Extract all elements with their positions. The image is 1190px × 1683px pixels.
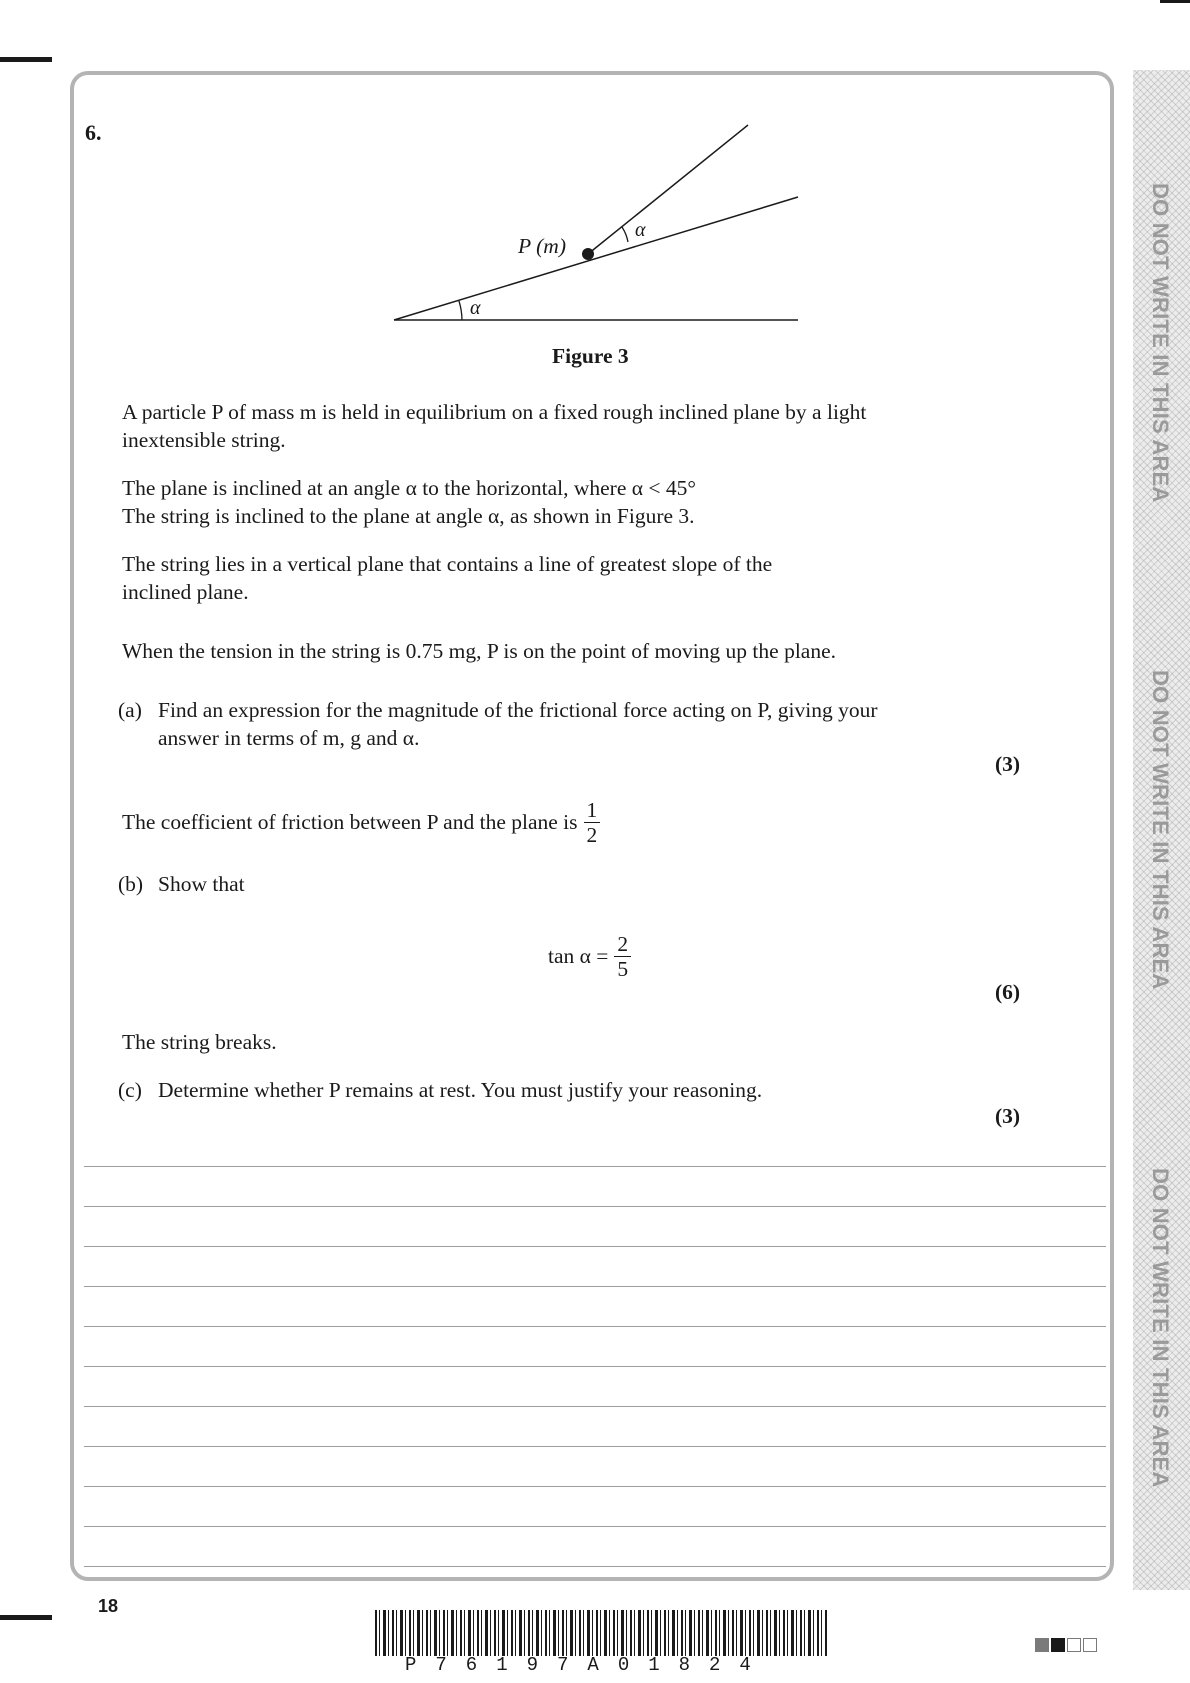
angle-label-base: α [470, 297, 481, 319]
particle-name: P [518, 234, 531, 258]
paragraph-3-line-2: inclined plane. [122, 580, 249, 604]
progress-square [1083, 1638, 1097, 1652]
margin-warning-middle: DO NOT WRITE IN THIS AREA [1148, 670, 1173, 990]
margin-warning-top: DO NOT WRITE IN THIS AREA [1148, 183, 1173, 503]
progress-square [1035, 1638, 1049, 1652]
tan-equation [548, 928, 631, 984]
part-b-text: Show that [158, 872, 245, 896]
coefficient-denominator: 2 [586, 822, 598, 847]
particle-label: P (m) [518, 234, 566, 258]
barcode-text: P76197A01824 [405, 1654, 770, 1676]
paragraph-1-line-2: inextensible string. [122, 428, 286, 452]
angle-arc-string [622, 227, 628, 242]
top-left-edge-mark [0, 57, 52, 62]
particle-mass: m [543, 234, 559, 258]
particle-dot [582, 248, 594, 260]
equation-denominator: 5 [617, 956, 629, 981]
coefficient-numerator: 1 [584, 798, 601, 823]
equation-numerator: 2 [614, 932, 631, 957]
part-b-label: (b) [118, 872, 144, 896]
margin-warning-bottom: DO NOT WRITE IN THIS AREA [1148, 1168, 1173, 1488]
answer-line[interactable] [84, 1366, 1106, 1367]
answer-line[interactable] [84, 1326, 1106, 1327]
part-b-marks: (6) [995, 980, 1021, 1004]
page-progress-squares [1035, 1638, 1097, 1652]
answer-line[interactable] [84, 1486, 1106, 1487]
answer-line[interactable] [84, 1526, 1106, 1527]
paragraph-3-line-1: The string lies in a vertical plane that contains a line of greatest slope of the [122, 552, 773, 576]
page-number: 18 [98, 1596, 119, 1616]
paragraph-4: When the tension in the string is 0.75 mg, P is on the point of moving up the plane. [122, 639, 837, 663]
part-c-marks: (3) [995, 1104, 1021, 1128]
top-right-edge-mark [1160, 0, 1190, 3]
answer-line[interactable] [84, 1166, 1106, 1167]
part-a-label: (a) [118, 698, 142, 722]
angle-label-string: α [635, 219, 646, 241]
string-line [588, 125, 748, 254]
barcode [375, 1610, 827, 1656]
equation-fraction [614, 932, 631, 981]
paragraph-2-line-2: The string is inclined to the plane at angle α, as shown in Figure 3. [122, 504, 695, 528]
coefficient-line [122, 794, 600, 850]
part-a-marks: (3) [995, 752, 1021, 776]
angle-arc-base [459, 301, 462, 320]
coefficient-text: The coefficient of friction between P and the plane is [122, 810, 578, 834]
inclined-plane-line [394, 197, 798, 320]
question-number: 6. [85, 120, 102, 145]
part-a-line-1: Find an expression for the magnitude of the frictional force acting on P, giving your [158, 698, 878, 722]
answer-line[interactable] [84, 1286, 1106, 1287]
answer-line[interactable] [84, 1566, 1106, 1567]
answer-line[interactable] [84, 1406, 1106, 1407]
bottom-left-edge-mark [0, 1615, 52, 1620]
part-c-text: Determine whether P remains at rest. You must justify your reasoning. [158, 1078, 763, 1102]
answer-line[interactable] [84, 1206, 1106, 1207]
part-c-label: (c) [118, 1078, 142, 1102]
equation-lhs: tan α = [548, 944, 609, 968]
progress-square [1051, 1638, 1065, 1652]
progress-square [1067, 1638, 1081, 1652]
paragraph-1-line-1: A particle P of mass m is held in equilibrium on a fixed rough inclined plane by a light [122, 400, 867, 424]
part-a-line-2: answer in terms of m, g and α. [158, 726, 420, 750]
paragraph-2-line-1: The plane is inclined at an angle α to the horizontal, where α < 45° [122, 476, 697, 500]
answer-line[interactable] [84, 1446, 1106, 1447]
string-breaks-text: The string breaks. [122, 1030, 277, 1054]
answer-line[interactable] [84, 1246, 1106, 1247]
coefficient-fraction [584, 798, 601, 847]
inclined-plane-figure [380, 115, 820, 335]
figure-caption: Figure 3 [552, 344, 629, 368]
